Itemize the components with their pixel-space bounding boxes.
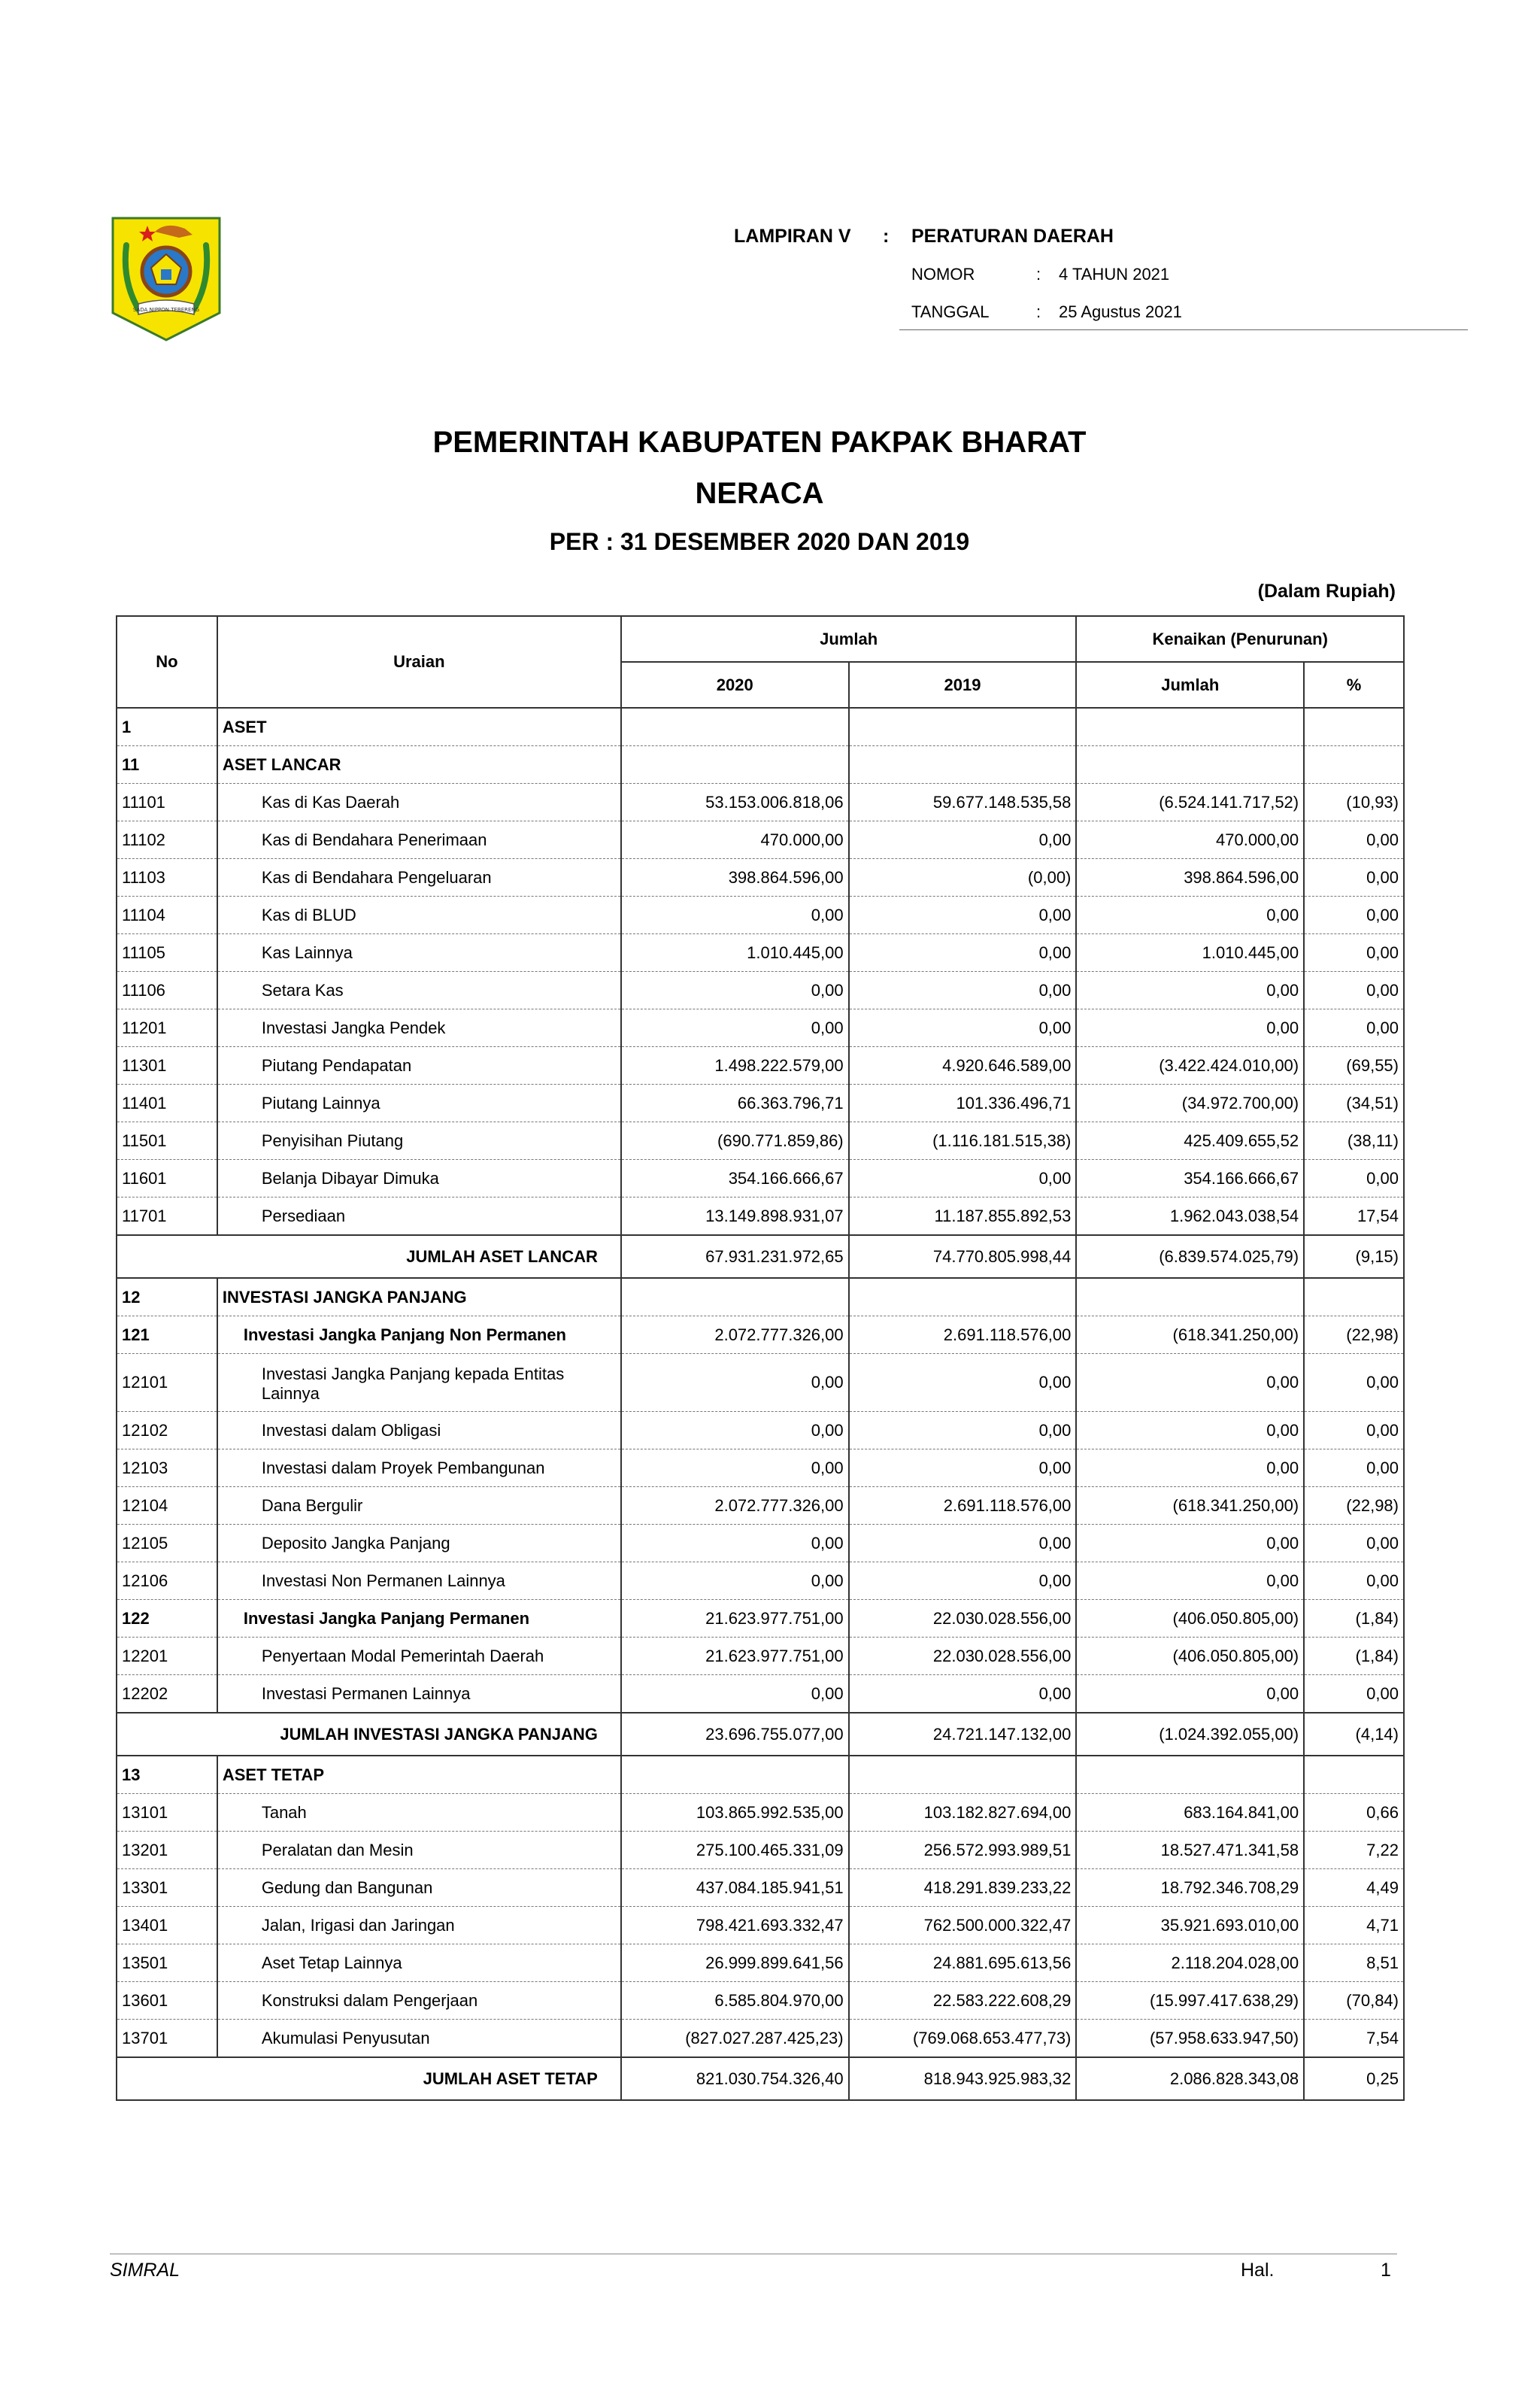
cell-2019: 74.770.805.998,44 <box>849 1235 1077 1278</box>
cell-2019: (769.068.653.477,73) <box>849 2020 1077 2058</box>
cell-kenaikan-jumlah: 0,00 <box>1076 972 1304 1009</box>
cell-percent: (4,14) <box>1304 1713 1404 1756</box>
cell-kenaikan-jumlah: (3.422.424.010,00) <box>1076 1047 1304 1085</box>
cell-uraian: Penyertaan Modal Pemerintah Daerah <box>217 1638 621 1675</box>
cell-percent: 0,00 <box>1304 1160 1404 1197</box>
cell-kenaikan-jumlah <box>1076 1278 1304 1316</box>
cell-no: 11701 <box>117 1197 217 1236</box>
cell-kenaikan-jumlah: 18.527.471.341,58 <box>1076 1832 1304 1869</box>
table-row <box>117 1085 1404 1122</box>
cell-2020 <box>621 746 849 784</box>
table-row <box>117 1794 1404 1832</box>
cell-kenaikan-jumlah: 0,00 <box>1076 1562 1304 1600</box>
cell-2019: 0,00 <box>849 1354 1077 1412</box>
cell-2019 <box>849 1756 1077 1794</box>
nomor-value: 4 TAHUN 2021 <box>1059 265 1170 284</box>
table-row <box>117 1160 1404 1197</box>
cell-uraian: Gedung dan Bangunan <box>217 1869 621 1907</box>
cell-uraian: Konstruksi dalam Pengerjaan <box>217 1982 621 2020</box>
header-jumlah: Jumlah <box>621 616 1077 662</box>
cell-uraian: Piutang Lainnya <box>217 1085 621 1122</box>
header-2020: 2020 <box>621 662 849 708</box>
cell-2019: 0,00 <box>849 1449 1077 1487</box>
cell-2019: 762.500.000.322,47 <box>849 1907 1077 1944</box>
table-row <box>117 1278 1404 1316</box>
cell-percent: 0,00 <box>1304 1525 1404 1562</box>
cell-no: 11301 <box>117 1047 217 1085</box>
cell-2019: 2.691.118.576,00 <box>849 1487 1077 1525</box>
cell-2019 <box>849 746 1077 784</box>
cell-kenaikan-jumlah: 2.118.204.028,00 <box>1076 1944 1304 1982</box>
total-row <box>117 1713 1404 1756</box>
cell-no: 13201 <box>117 1832 217 1869</box>
nomor-colon: : <box>1036 265 1041 284</box>
cell-2020: 53.153.006.818,06 <box>621 784 849 821</box>
cell-2019: 4.920.646.589,00 <box>849 1047 1077 1085</box>
cell-2020: 13.149.898.931,07 <box>621 1197 849 1236</box>
total-row <box>117 1235 1404 1278</box>
cell-uraian: ASET <box>217 708 621 746</box>
cell-kenaikan-jumlah: (15.997.417.638,29) <box>1076 1982 1304 2020</box>
cell-2020: 275.100.465.331,09 <box>621 1832 849 1869</box>
cell-percent <box>1304 1278 1404 1316</box>
total-label: JUMLAH ASET LANCAR <box>117 1235 621 1278</box>
cell-2020: 26.999.899.641,56 <box>621 1944 849 1982</box>
cell-2020: 2.072.777.326,00 <box>621 1316 849 1354</box>
table-row <box>117 1197 1404 1236</box>
cell-uraian: Investasi dalam Proyek Pembangunan <box>217 1449 621 1487</box>
table-row <box>117 1675 1404 1713</box>
cell-percent: 0,00 <box>1304 1009 1404 1047</box>
cell-percent: 0,25 <box>1304 2057 1404 2100</box>
table-row <box>117 897 1404 934</box>
cell-uraian: INVESTASI JANGKA PANJANG <box>217 1278 621 1316</box>
cell-percent: (1,84) <box>1304 1600 1404 1638</box>
cell-uraian: Kas di BLUD <box>217 897 621 934</box>
cell-2020: 1.498.222.579,00 <box>621 1047 849 1085</box>
cell-2020 <box>621 1756 849 1794</box>
header-percent: % <box>1304 662 1404 708</box>
table-row <box>117 708 1404 746</box>
table-row <box>117 821 1404 859</box>
cell-percent: 0,00 <box>1304 1354 1404 1412</box>
table-row <box>117 1009 1404 1047</box>
table-row <box>117 1354 1404 1412</box>
document-title-neraca: NERACA <box>695 477 824 510</box>
header-divider <box>899 329 1468 330</box>
cell-2020: 0,00 <box>621 1562 849 1600</box>
cell-2020: 0,00 <box>621 1449 849 1487</box>
table-row <box>117 784 1404 821</box>
cell-no: 13401 <box>117 1907 217 1944</box>
table-row <box>117 1487 1404 1525</box>
cell-2019 <box>849 1278 1077 1316</box>
cell-no: 12202 <box>117 1675 217 1713</box>
table-row <box>117 1122 1404 1160</box>
cell-no: 13301 <box>117 1869 217 1907</box>
cell-2019: 22.030.028.556,00 <box>849 1600 1077 1638</box>
cell-percent: 0,66 <box>1304 1794 1404 1832</box>
cell-kenaikan-jumlah: (57.958.633.947,50) <box>1076 2020 1304 2058</box>
cell-uraian: Dana Bergulir <box>217 1487 621 1525</box>
cell-2019: 11.187.855.892,53 <box>849 1197 1077 1236</box>
table-row <box>117 1449 1404 1487</box>
cell-2020: 6.585.804.970,00 <box>621 1982 849 2020</box>
header-2019: 2019 <box>849 662 1077 708</box>
cell-no: 12106 <box>117 1562 217 1600</box>
cell-percent: 7,22 <box>1304 1832 1404 1869</box>
cell-no: 12104 <box>117 1487 217 1525</box>
cell-percent: 17,54 <box>1304 1197 1404 1236</box>
cell-no: 12105 <box>117 1525 217 1562</box>
total-label: JUMLAH ASET TETAP <box>117 2057 621 2100</box>
cell-2019: 0,00 <box>849 1675 1077 1713</box>
cell-kenaikan-jumlah: 0,00 <box>1076 897 1304 934</box>
cell-kenaikan-jumlah <box>1076 1756 1304 1794</box>
total-label: JUMLAH INVESTASI JANGKA PANJANG <box>117 1713 621 1756</box>
table-row <box>117 1600 1404 1638</box>
table-row <box>117 2020 1404 2058</box>
cell-no: 13101 <box>117 1794 217 1832</box>
cell-uraian: Investasi Jangka Panjang Permanen <box>217 1600 621 1638</box>
cell-uraian: Kas di Bendahara Pengeluaran <box>217 859 621 897</box>
cell-kenaikan-jumlah: 425.409.655,52 <box>1076 1122 1304 1160</box>
cell-2020 <box>621 1278 849 1316</box>
currency-unit-note: (Dalam Rupiah) <box>1257 581 1396 602</box>
cell-2019: 0,00 <box>849 897 1077 934</box>
cell-uraian: Peralatan dan Mesin <box>217 1832 621 1869</box>
cell-kenaikan-jumlah: 0,00 <box>1076 1009 1304 1047</box>
cell-2019: 22.583.222.608,29 <box>849 1982 1077 2020</box>
cell-uraian: Belanja Dibayar Dimuka <box>217 1160 621 1197</box>
header-kenaikan-jumlah: Jumlah <box>1076 662 1304 708</box>
cell-kenaikan-jumlah: 18.792.346.708,29 <box>1076 1869 1304 1907</box>
regency-emblem-logo <box>110 215 223 343</box>
table-row <box>117 1907 1404 1944</box>
table-row <box>117 1638 1404 1675</box>
lampiran-header <box>734 226 1114 247</box>
tanggal-value: 25 Agustus 2021 <box>1059 302 1182 321</box>
table-row <box>117 1525 1404 1562</box>
cell-percent: 4,49 <box>1304 1869 1404 1907</box>
cell-percent: 8,51 <box>1304 1944 1404 1982</box>
cell-2020: 0,00 <box>621 1525 849 1562</box>
cell-no: 12101 <box>117 1354 217 1412</box>
cell-2019: 0,00 <box>849 1009 1077 1047</box>
cell-2020: 0,00 <box>621 1354 849 1412</box>
cell-2019: 0,00 <box>849 1412 1077 1449</box>
cell-uraian: Akumulasi Penyusutan <box>217 2020 621 2058</box>
cell-percent <box>1304 746 1404 784</box>
cell-2019: 24.881.695.613,56 <box>849 1944 1077 1982</box>
footer-app-name: SIMRAL <box>110 2260 180 2281</box>
cell-2019: 256.572.993.989,51 <box>849 1832 1077 1869</box>
lampiran-colon: : <box>883 226 890 247</box>
header-no: No <box>117 616 217 708</box>
cell-2020 <box>621 708 849 746</box>
cell-2019: 0,00 <box>849 1562 1077 1600</box>
footer-page-number: 1 <box>1381 2260 1391 2281</box>
cell-percent: (10,93) <box>1304 784 1404 821</box>
cell-2020: 470.000,00 <box>621 821 849 859</box>
cell-percent: (22,98) <box>1304 1487 1404 1525</box>
table-row <box>117 1944 1404 1982</box>
cell-no: 11101 <box>117 784 217 821</box>
cell-percent: 0,00 <box>1304 1412 1404 1449</box>
cell-2020: 0,00 <box>621 972 849 1009</box>
footer-page-label: Hal. <box>1241 2260 1275 2281</box>
cell-uraian: Persediaan <box>217 1197 621 1236</box>
cell-2019: 101.336.496,71 <box>849 1085 1077 1122</box>
cell-uraian: Investasi Jangka Panjang Non Permanen <box>217 1316 621 1354</box>
table-row <box>117 859 1404 897</box>
cell-2020: 821.030.754.326,40 <box>621 2057 849 2100</box>
cell-percent: (1,84) <box>1304 1638 1404 1675</box>
cell-kenaikan-jumlah: 0,00 <box>1076 1675 1304 1713</box>
cell-kenaikan-jumlah: (406.050.805,00) <box>1076 1600 1304 1638</box>
cell-2019: 818.943.925.983,32 <box>849 2057 1077 2100</box>
cell-kenaikan-jumlah: 0,00 <box>1076 1449 1304 1487</box>
cell-uraian: Piutang Pendapatan <box>217 1047 621 1085</box>
cell-uraian: Jalan, Irigasi dan Jaringan <box>217 1907 621 1944</box>
cell-2020: 398.864.596,00 <box>621 859 849 897</box>
cell-kenaikan-jumlah: (34.972.700,00) <box>1076 1085 1304 1122</box>
svg-text:SADA NIPPON TEBERENG: SADA NIPPON TEBERENG <box>132 307 200 313</box>
cell-percent: 0,00 <box>1304 1449 1404 1487</box>
table-row <box>117 1316 1404 1354</box>
cell-percent: 4,71 <box>1304 1907 1404 1944</box>
cell-no: 11105 <box>117 934 217 972</box>
table-row <box>117 1047 1404 1085</box>
cell-percent: (69,55) <box>1304 1047 1404 1085</box>
cell-kenaikan-jumlah: 470.000,00 <box>1076 821 1304 859</box>
cell-2020: 0,00 <box>621 897 849 934</box>
table-row <box>117 1756 1404 1794</box>
cell-2019: 59.677.148.535,58 <box>849 784 1077 821</box>
cell-uraian: Investasi dalam Obligasi <box>217 1412 621 1449</box>
cell-no: 121 <box>117 1316 217 1354</box>
cell-uraian: Aset Tetap Lainnya <box>217 1944 621 1982</box>
cell-uraian: Kas di Kas Daerah <box>217 784 621 821</box>
cell-2020: 67.931.231.972,65 <box>621 1235 849 1278</box>
cell-2019: 0,00 <box>849 1525 1077 1562</box>
cell-kenaikan-jumlah: (618.341.250,00) <box>1076 1487 1304 1525</box>
cell-uraian: ASET TETAP <box>217 1756 621 1794</box>
cell-2019: 0,00 <box>849 934 1077 972</box>
cell-2020: 23.696.755.077,00 <box>621 1713 849 1756</box>
cell-2020: 66.363.796,71 <box>621 1085 849 1122</box>
cell-no: 13701 <box>117 2020 217 2058</box>
cell-2019: 24.721.147.132,00 <box>849 1713 1077 1756</box>
total-row <box>117 2057 1404 2100</box>
table-row <box>117 972 1404 1009</box>
cell-no: 122 <box>117 1600 217 1638</box>
cell-percent: 0,00 <box>1304 821 1404 859</box>
cell-kenaikan-jumlah: (618.341.250,00) <box>1076 1316 1304 1354</box>
cell-percent: 0,00 <box>1304 897 1404 934</box>
table-row <box>117 746 1404 784</box>
cell-percent: 7,54 <box>1304 2020 1404 2058</box>
cell-no: 11201 <box>117 1009 217 1047</box>
cell-no: 13601 <box>117 1982 217 2020</box>
cell-uraian: Investasi Non Permanen Lainnya <box>217 1562 621 1600</box>
cell-percent: (70,84) <box>1304 1982 1404 2020</box>
table-row <box>117 1869 1404 1907</box>
cell-kenaikan-jumlah: 2.086.828.343,08 <box>1076 2057 1304 2100</box>
tanggal-colon: : <box>1036 302 1041 321</box>
tanggal-label: TANGGAL <box>911 302 990 321</box>
cell-percent: (38,11) <box>1304 1122 1404 1160</box>
cell-kenaikan-jumlah: (6.524.141.717,52) <box>1076 784 1304 821</box>
cell-kenaikan-jumlah: 0,00 <box>1076 1412 1304 1449</box>
cell-kenaikan-jumlah: 683.164.841,00 <box>1076 1794 1304 1832</box>
cell-uraian: Investasi Jangka Pendek <box>217 1009 621 1047</box>
cell-percent <box>1304 1756 1404 1794</box>
cell-percent: (22,98) <box>1304 1316 1404 1354</box>
cell-percent: 0,00 <box>1304 934 1404 972</box>
lampiran-value: PERATURAN DAERAH <box>911 226 1114 247</box>
cell-kenaikan-jumlah: (1.024.392.055,00) <box>1076 1713 1304 1756</box>
cell-2019: (0,00) <box>849 859 1077 897</box>
cell-2020: 798.421.693.332,47 <box>621 1907 849 1944</box>
cell-uraian: Kas Lainnya <box>217 934 621 972</box>
cell-kenaikan-jumlah: 398.864.596,00 <box>1076 859 1304 897</box>
cell-2020: 1.010.445,00 <box>621 934 849 972</box>
cell-2019: (1.116.181.515,38) <box>849 1122 1077 1160</box>
cell-2020: 21.623.977.751,00 <box>621 1638 849 1675</box>
cell-uraian: Investasi Jangka Panjang kepada Entitas Lainnya <box>217 1354 621 1412</box>
cell-2020: 0,00 <box>621 1009 849 1047</box>
cell-2020: (690.771.859,86) <box>621 1122 849 1160</box>
cell-2020: 0,00 <box>621 1675 849 1713</box>
cell-uraian: Setara Kas <box>217 972 621 1009</box>
header-kenaikan: Kenaikan (Penurunan) <box>1076 616 1404 662</box>
cell-percent: 0,00 <box>1304 972 1404 1009</box>
cell-no: 11601 <box>117 1160 217 1197</box>
cell-2020: 2.072.777.326,00 <box>621 1487 849 1525</box>
cell-2019: 418.291.839.233,22 <box>849 1869 1077 1907</box>
cell-2019: 0,00 <box>849 972 1077 1009</box>
cell-percent: 0,00 <box>1304 859 1404 897</box>
cell-uraian: Penyisihan Piutang <box>217 1122 621 1160</box>
cell-uraian: Tanah <box>217 1794 621 1832</box>
cell-no: 11 <box>117 746 217 784</box>
table-row <box>117 1832 1404 1869</box>
nomor-label: NOMOR <box>911 265 975 284</box>
table-row <box>117 1562 1404 1600</box>
cell-no: 11103 <box>117 859 217 897</box>
cell-2020: 354.166.666,67 <box>621 1160 849 1197</box>
cell-2020: (827.027.287.425,23) <box>621 2020 849 2058</box>
cell-no: 13501 <box>117 1944 217 1982</box>
cell-kenaikan-jumlah: 1.962.043.038,54 <box>1076 1197 1304 1236</box>
cell-no: 11104 <box>117 897 217 934</box>
cell-no: 11102 <box>117 821 217 859</box>
lampiran-label: LAMPIRAN V <box>734 226 851 247</box>
cell-2019: 2.691.118.576,00 <box>849 1316 1077 1354</box>
cell-kenaikan-jumlah: (6.839.574.025,79) <box>1076 1235 1304 1278</box>
cell-2020: 0,00 <box>621 1412 849 1449</box>
document-title-period: PER : 31 DESEMBER 2020 DAN 2019 <box>549 528 970 555</box>
cell-2020: 103.865.992.535,00 <box>621 1794 849 1832</box>
cell-no: 11501 <box>117 1122 217 1160</box>
cell-uraian: Deposito Jangka Panjang <box>217 1525 621 1562</box>
document-title-government: PEMERINTAH KABUPATEN PAKPAK BHARAT <box>432 426 1087 459</box>
cell-no: 11401 <box>117 1085 217 1122</box>
balance-sheet-table <box>116 615 1405 2101</box>
cell-uraian: ASET LANCAR <box>217 746 621 784</box>
header-uraian: Uraian <box>217 616 621 708</box>
cell-uraian: Investasi Permanen Lainnya <box>217 1675 621 1713</box>
cell-kenaikan-jumlah: 1.010.445,00 <box>1076 934 1304 972</box>
cell-kenaikan-jumlah <box>1076 746 1304 784</box>
cell-2019: 0,00 <box>849 821 1077 859</box>
cell-percent: (34,51) <box>1304 1085 1404 1122</box>
cell-percent <box>1304 708 1404 746</box>
cell-kenaikan-jumlah: 354.166.666,67 <box>1076 1160 1304 1197</box>
table-row <box>117 1412 1404 1449</box>
cell-no: 12 <box>117 1278 217 1316</box>
table-row <box>117 934 1404 972</box>
cell-2019: 0,00 <box>849 1160 1077 1197</box>
cell-percent: 0,00 <box>1304 1675 1404 1713</box>
cell-2019 <box>849 708 1077 746</box>
cell-no: 12103 <box>117 1449 217 1487</box>
cell-kenaikan-jumlah <box>1076 708 1304 746</box>
cell-2020: 21.623.977.751,00 <box>621 1600 849 1638</box>
cell-2019: 103.182.827.694,00 <box>849 1794 1077 1832</box>
cell-uraian: Kas di Bendahara Penerimaan <box>217 821 621 859</box>
cell-kenaikan-jumlah: 35.921.693.010,00 <box>1076 1907 1304 1944</box>
cell-no: 12102 <box>117 1412 217 1449</box>
cell-percent: 0,00 <box>1304 1562 1404 1600</box>
cell-no: 1 <box>117 708 217 746</box>
cell-kenaikan-jumlah: 0,00 <box>1076 1525 1304 1562</box>
cell-2020: 437.084.185.941,51 <box>621 1869 849 1907</box>
cell-no: 11106 <box>117 972 217 1009</box>
table-row <box>117 1982 1404 2020</box>
cell-kenaikan-jumlah: (406.050.805,00) <box>1076 1638 1304 1675</box>
cell-percent: (9,15) <box>1304 1235 1404 1278</box>
cell-no: 12201 <box>117 1638 217 1675</box>
cell-no: 13 <box>117 1756 217 1794</box>
cell-2019: 22.030.028.556,00 <box>849 1638 1077 1675</box>
cell-kenaikan-jumlah: 0,00 <box>1076 1354 1304 1412</box>
